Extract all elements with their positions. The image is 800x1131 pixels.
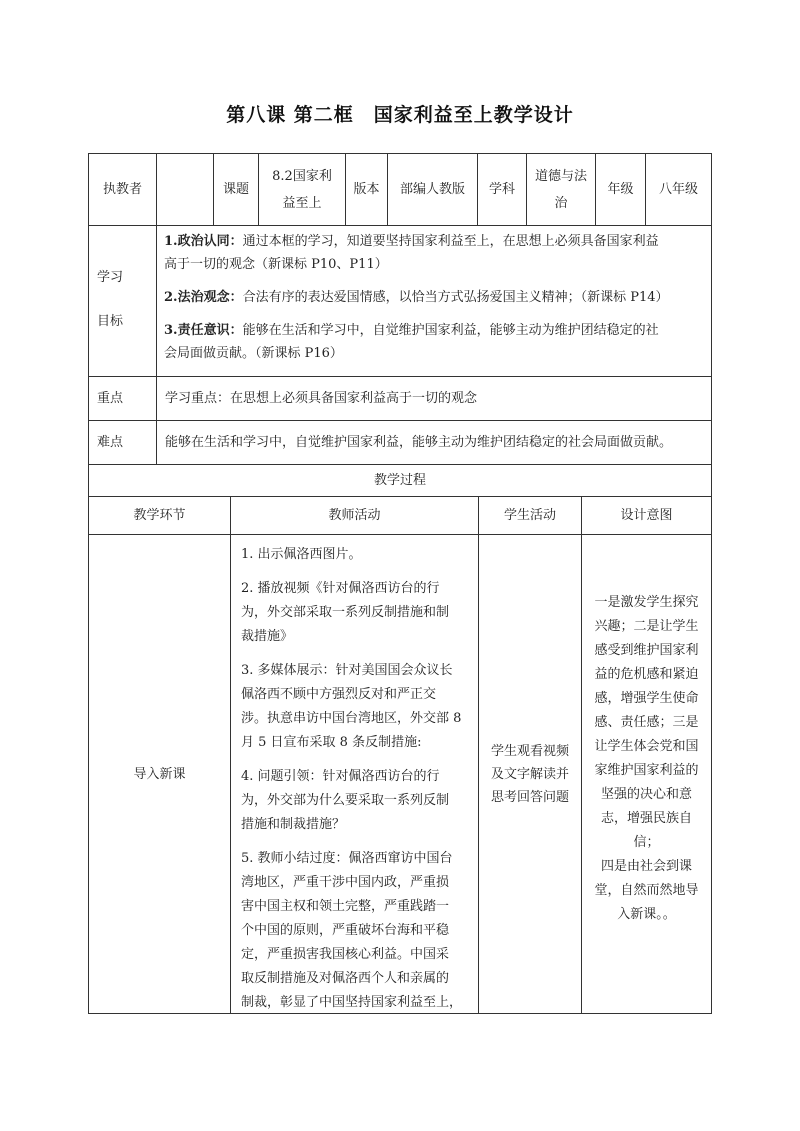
goal-item-3 bbox=[164, 319, 705, 342]
goals-label-cell bbox=[88, 225, 157, 377]
grade-label-cell bbox=[595, 153, 646, 226]
design-intent-line: 坚强的决心和意 bbox=[600, 787, 692, 802]
col-intent-label: 设计意图 bbox=[620, 508, 673, 523]
key-point-content-cell bbox=[156, 376, 712, 421]
teacher-label: 执教者 bbox=[102, 182, 142, 197]
grade-value: 八年级 bbox=[658, 182, 698, 197]
design-intent-line: 堂，自然而然地导 bbox=[594, 883, 699, 898]
edition-value: 部编人教版 bbox=[399, 182, 465, 197]
design-intent-line: 四是由社会到课 bbox=[600, 859, 692, 874]
col-stage-header bbox=[88, 496, 231, 535]
teacher-step-5 bbox=[241, 847, 468, 1015]
difficulty-label: 难点 bbox=[97, 435, 124, 450]
teacher-step-line: 害中国主权和领土完整，严重践踏一 bbox=[241, 899, 450, 914]
teacher-step-line: 裁措施》 bbox=[241, 629, 294, 644]
teacher-step-line: 湾地区，严重干涉中国内政，严重损 bbox=[241, 875, 450, 890]
teacher-step-3 bbox=[241, 659, 468, 755]
col-teacher-label: 教师活动 bbox=[328, 508, 381, 523]
topic-value-cell bbox=[258, 153, 346, 226]
teacher-step-line: 涉。执意串访中国台湾地区，外交部 8 bbox=[241, 711, 462, 726]
design-intent-line: 益的危机感和紧迫 bbox=[594, 667, 699, 682]
difficulty-content-cell bbox=[156, 420, 712, 465]
teacher-step-line: 4. 问题引领：针对佩洛西访台的行 bbox=[241, 769, 440, 784]
student-activity-cell bbox=[478, 534, 582, 1014]
design-intent-line: 一是激发学生探究 bbox=[594, 595, 699, 610]
subject-label-cell bbox=[477, 153, 527, 226]
goals-content-cell bbox=[156, 225, 712, 377]
edition-value-cell bbox=[387, 153, 478, 226]
key-point-text: 学习重点：在思想上必须具备国家利益高于一切的观念 bbox=[165, 391, 478, 406]
grade-value-cell bbox=[645, 153, 712, 226]
goal-item-2-text: 合法有序的表达爱国情感，以恰当方式弘扬爱国主义精神；（新课标 P14） bbox=[242, 290, 669, 305]
teacher-step-line: 月 5 日宣布采取 8 条反制措施: bbox=[241, 735, 422, 750]
teacher-step-line: 3. 多媒体展示：针对美国国会众议长 bbox=[241, 663, 453, 678]
student-activity-line: 学生观看视频 bbox=[490, 743, 569, 759]
topic-value-line-2: 益至上 bbox=[282, 195, 322, 211]
teacher-step-line: 定，严重损害我国核心利益。中国采 bbox=[241, 947, 450, 962]
key-point-label-cell bbox=[88, 376, 157, 421]
teacher-step-line: 制裁，彰显了中国坚持国家利益至上， bbox=[241, 995, 463, 1010]
goal-item-1-text: 通过本框的学习，知道要坚持国家利益至上，在思想上必须具备国家利益 bbox=[242, 234, 659, 249]
goal-item-2 bbox=[164, 286, 705, 309]
difficulty-text: 能够在生活和学习中，自觉维护国家利益，能够主动为维护团结稳定的社会局面做贡献。 bbox=[165, 435, 673, 450]
grade-label: 年级 bbox=[607, 182, 634, 197]
design-intent-line: 家维护国家利益的 bbox=[594, 763, 699, 778]
goal-item-3-cont: 会局面做贡献。（新课标 P16） bbox=[164, 346, 343, 361]
subject-value-cell bbox=[526, 153, 596, 226]
process-header-cell bbox=[88, 464, 712, 497]
student-activity-line: 及文字解读并 bbox=[490, 766, 569, 782]
design-intent-cell bbox=[581, 534, 712, 1014]
teacher-step-line: 为，外交部为什么要采取一系列反制 bbox=[241, 793, 450, 808]
goal-item-1-title: 1.政治认同： bbox=[164, 234, 243, 249]
teacher-step-line: 佩洛西不顾中方强烈反对和严正交 bbox=[241, 687, 437, 702]
topic-label: 课题 bbox=[222, 182, 249, 197]
stage-name: 导入新课 bbox=[133, 766, 186, 782]
topic-value-line-1: 8.2国家利 bbox=[272, 168, 332, 184]
teacher-value-cell bbox=[156, 153, 214, 226]
col-teacher-header bbox=[230, 496, 479, 535]
teacher-step-line: 2. 播放视频《针对佩洛西访台的行 bbox=[241, 581, 440, 596]
design-intent-line: 感、责任感；三是 bbox=[594, 715, 699, 730]
stage-cell bbox=[88, 534, 231, 1014]
difficulty-label-cell bbox=[88, 420, 157, 465]
goals-label-line-1: 学习 bbox=[97, 270, 124, 285]
goal-item-2-title: 2.法治观念： bbox=[164, 290, 243, 305]
design-intent-line: 志，增强民族自信； bbox=[600, 811, 692, 850]
teacher-step-line: 个中国的原则，严重破坏台海和平稳 bbox=[241, 923, 450, 938]
topic-label-cell bbox=[213, 153, 259, 226]
subject-label: 学科 bbox=[488, 182, 515, 197]
col-stage-label: 教学环节 bbox=[133, 508, 186, 523]
design-intent-line: 感，增强学生使命 bbox=[594, 691, 699, 706]
col-student-header bbox=[478, 496, 582, 535]
teacher-activity-cell bbox=[230, 534, 479, 1014]
teacher-step-1 bbox=[241, 543, 468, 567]
teacher-step-line: 5. 教师小结过度：佩洛西窜访中国台 bbox=[241, 851, 453, 866]
goal-item-3-title: 3.责任意识： bbox=[164, 323, 243, 338]
key-point-label: 重点 bbox=[97, 391, 124, 406]
teacher-step-2 bbox=[241, 577, 468, 649]
col-intent-header bbox=[581, 496, 712, 535]
goal-item-1-cont: 高于一切的观念（新课标 P10、P11） bbox=[164, 257, 388, 272]
teacher-step-line: 取反制措施及对佩洛西个人和亲属的 bbox=[241, 971, 450, 986]
design-intent-line: 感受到维护国家利 bbox=[594, 643, 699, 658]
process-header: 教学过程 bbox=[373, 473, 426, 488]
teacher-step-line: 1. 出示佩洛西图片。 bbox=[241, 547, 362, 562]
design-intent-line: 让学生体会党和国 bbox=[594, 739, 699, 754]
document-title: 第八课 第二框 国家利益至上教学设计 bbox=[226, 104, 574, 126]
design-intent-line: 兴趣；二是让学生 bbox=[594, 619, 699, 634]
subject-value-line-2: 治 bbox=[554, 195, 568, 211]
teacher-label-cell bbox=[88, 153, 157, 226]
edition-label: 版本 bbox=[353, 182, 380, 197]
edition-label-cell bbox=[345, 153, 388, 226]
goal-item-1 bbox=[164, 230, 705, 253]
subject-value-line-1: 道德与法 bbox=[534, 168, 587, 184]
col-student-label: 学生活动 bbox=[503, 508, 556, 523]
teacher-step-4 bbox=[241, 765, 468, 837]
design-intent-line: 入新课。。 bbox=[617, 907, 676, 922]
goal-item-3-text: 能够在生活和学习中，自觉维护国家利益，能够主动为维护团结稳定的社 bbox=[242, 323, 659, 338]
teacher-step-line: 为，外交部采取一系列反制措施和制 bbox=[241, 605, 450, 620]
teacher-step-line: 措施和制裁措施？ bbox=[241, 817, 346, 832]
goals-label-line-2: 目标 bbox=[97, 314, 124, 329]
student-activity-line: 思考回答问题 bbox=[490, 789, 569, 805]
